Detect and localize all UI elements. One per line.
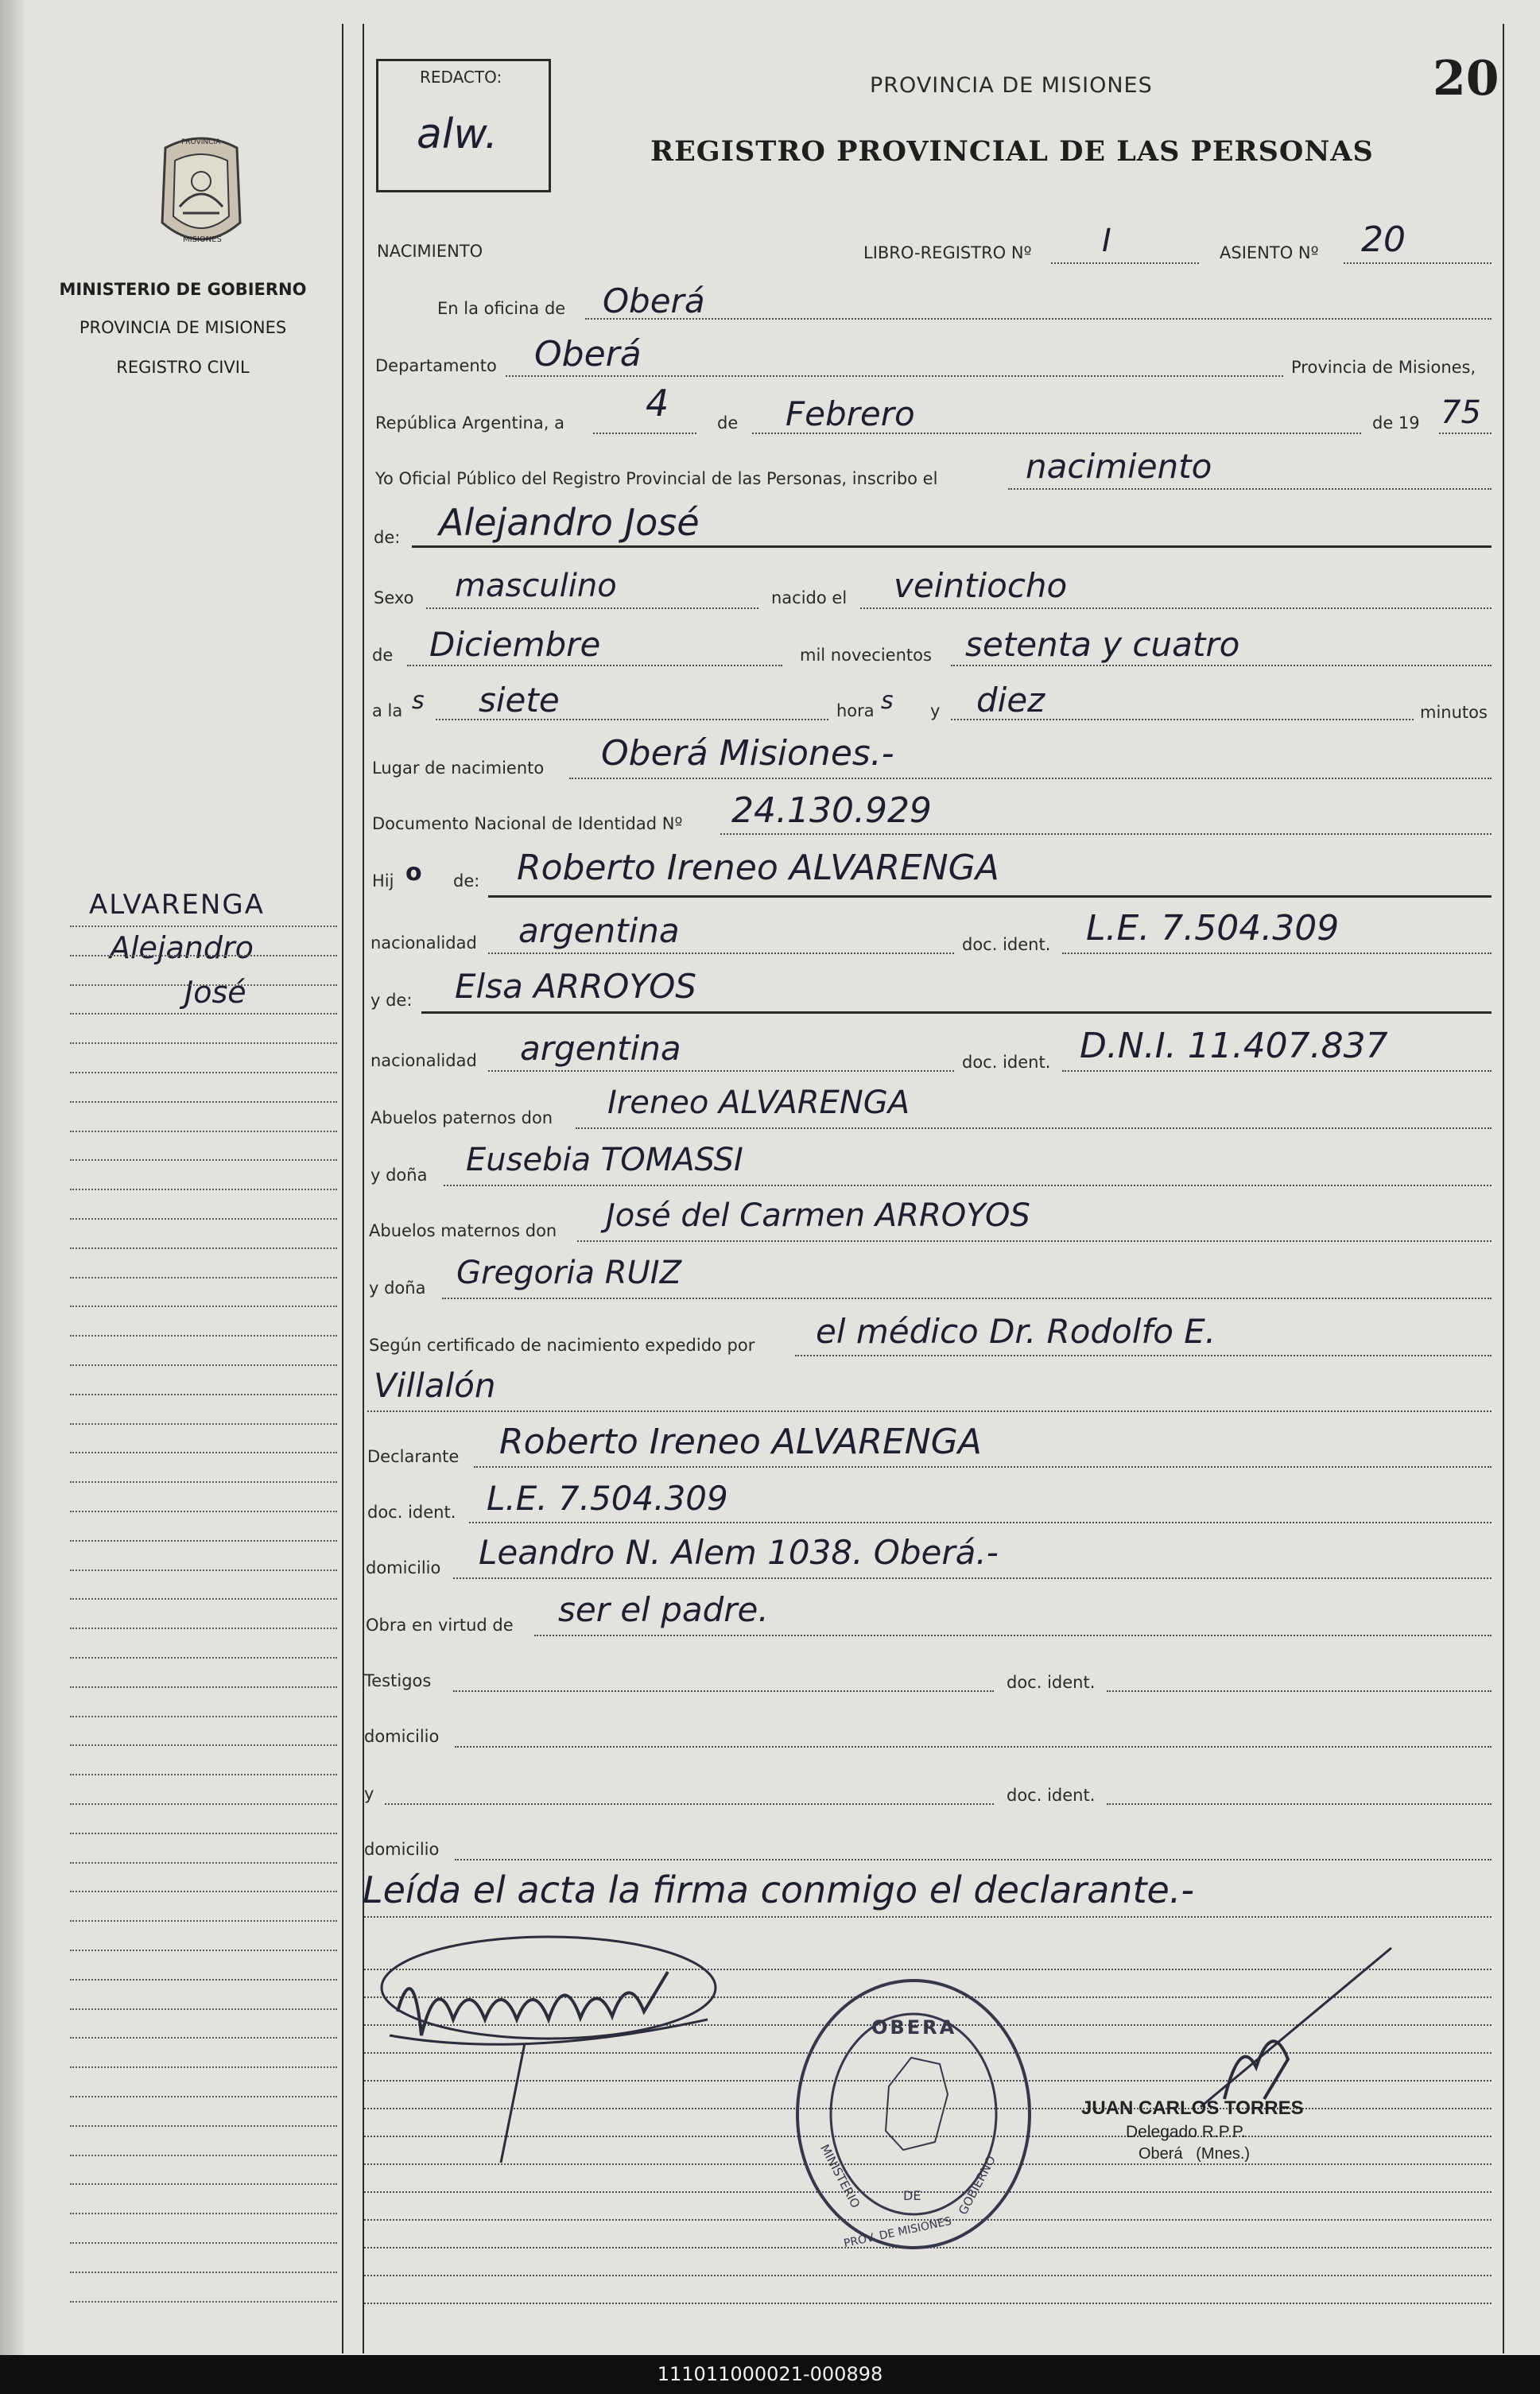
declarante-doc-line [469, 1522, 1492, 1523]
margin-ruled-line [70, 1452, 337, 1453]
hora-suffix: s [881, 687, 894, 715]
stamp-bottom-text: PROV. DE MISIONES [842, 2214, 953, 2251]
doc-padre-label: doc. ident. [962, 935, 1051, 954]
dia-line [593, 433, 696, 434]
closing-statement: Leída el acta la firma conmigo el declarante.- [363, 1868, 1195, 1911]
signature-ruled-line [364, 2303, 1492, 2304]
hijo-label-b: de: [453, 871, 480, 890]
abuela-materna-value: Gregoria RUIZ [456, 1255, 681, 1291]
margin-given-name: Alejandro [110, 930, 254, 965]
oficina-line [585, 318, 1492, 320]
abuela-materna-label: y doña [369, 1278, 426, 1298]
margin-ruled-line [70, 1189, 337, 1190]
margin-ruled-line [70, 1540, 337, 1542]
redacto-box [376, 59, 551, 192]
lugar-value: Oberá Misiones.- [601, 733, 894, 774]
margin-ruled-line [70, 2301, 337, 2303]
minutos-label: minutos [1420, 703, 1488, 722]
margin-given-name-2: José [184, 975, 246, 1010]
margin-ruled-line [70, 2242, 337, 2244]
nacimiento-label: NACIMIENTO [377, 242, 483, 261]
margin-ruled-line [70, 1335, 337, 1337]
anio-value: 75 [1441, 394, 1481, 431]
doc-madre-line [1062, 1070, 1492, 1072]
abuela-paterna-value: Eusebia TOMASSI [466, 1142, 743, 1178]
margin-ruled-line [70, 2125, 337, 2127]
madre-line [421, 1011, 1492, 1014]
margin-ruled-line [70, 1277, 337, 1278]
min-value: diez [976, 681, 1045, 720]
margin-ruled-line [70, 1394, 337, 1395]
stamp-gobierno: GOBIERNO [956, 2153, 999, 2217]
nombre-value: Alejandro José [439, 501, 700, 544]
domicilio-label: domicilio [366, 1558, 441, 1577]
declarante-doc-value: L.E. 7.504.309 [487, 1479, 728, 1518]
declarante-doc-label: doc. ident. [367, 1503, 456, 1522]
sexo-line [426, 607, 758, 609]
yo-oficial-value: nacimiento [1026, 447, 1212, 486]
margin-ruled-line [70, 1511, 337, 1512]
nombre-label: de: [374, 528, 401, 547]
doc-padre-line [1062, 953, 1492, 954]
certificado-value-2: Villalón [374, 1366, 496, 1405]
dni-value: 24.130.929 [731, 790, 932, 831]
nacionalidad-madre-label: nacionalidad [370, 1051, 477, 1070]
nacionalidad-padre-value: argentina [518, 911, 680, 950]
lugar-line [569, 778, 1492, 779]
abuelos-maternos-line [577, 1240, 1492, 1242]
nacionalidad-madre-value: argentina [520, 1029, 681, 1068]
sexo-label: Sexo [374, 588, 414, 607]
stamp-de: DE [903, 2188, 921, 2203]
anio-line [1439, 433, 1492, 434]
nacionalidad-padre-line [488, 953, 954, 954]
hora-label: hora [836, 701, 875, 720]
margin-ruled-line [70, 1920, 337, 1922]
dni-line [720, 833, 1492, 835]
declarante-line [474, 1466, 1492, 1468]
testigo2-domicilio-line [455, 1859, 1492, 1860]
sexo-value: masculino [455, 568, 617, 604]
margin-ruled-line [70, 1042, 337, 1044]
testigo2-domicilio-label: domicilio [364, 1840, 440, 1859]
official-signature [1153, 1940, 1407, 2123]
margin-ruled-line [70, 984, 337, 986]
margin-ruled-line [70, 955, 337, 956]
doc-madre-label: doc. ident. [962, 1053, 1051, 1072]
column-rule-right [1503, 24, 1504, 2353]
nacionalidad-padre-label: nacionalidad [370, 933, 477, 953]
margin-ruled-line [70, 1101, 337, 1103]
testigo2-doc-label: doc. ident. [1007, 1786, 1096, 1805]
abuelos-paternos-line [576, 1127, 1492, 1129]
nacido-value: veintiocho [894, 566, 1068, 605]
doc-padre-value: L.E. 7.504.309 [1086, 908, 1340, 949]
mes2-value: Diciembre [429, 625, 601, 664]
declarante-value: Roberto Ireneo ALVARENGA [499, 1422, 982, 1462]
obra-label: Obra en virtud de [366, 1616, 514, 1635]
archive-code-bar [0, 2355, 1540, 2394]
province-heading: PROVINCIA DE MISIONES [870, 73, 1153, 98]
margin-ruled-line [70, 1862, 337, 1864]
nacido-label: nacido el [771, 588, 848, 607]
redacto-initials: alw. [417, 111, 498, 158]
nacido-line [860, 607, 1492, 609]
mes-value: Febrero [786, 394, 915, 433]
margin-ruled-line [70, 2066, 337, 2068]
mil-label: mil novecientos [800, 646, 932, 665]
departamento-line [506, 375, 1283, 377]
testigo2-y-label: y [364, 1784, 374, 1803]
oficina-label: En la oficina de [437, 299, 566, 318]
testigos-domicilio-line [455, 1746, 1492, 1748]
dni-label: Documento Nacional de Identidad Nº [372, 814, 683, 833]
column-rule-left [342, 24, 343, 2353]
ministry-title: MINISTERIO DE GOBIERNO [59, 280, 307, 299]
mes2-label: de [372, 646, 394, 665]
abuelos-maternos-label: Abuelos maternos don [369, 1221, 557, 1240]
madre-value: Elsa ARROYOS [455, 967, 696, 1006]
seal-text-top: PROVINCIA [181, 138, 221, 146]
testigos-line [453, 1690, 994, 1692]
official-name: JUAN CARLOS TORRES [1081, 2097, 1304, 2119]
abuelos-paternos-label: Abuelos paternos don [370, 1108, 553, 1127]
official-place: Oberá (Mnes.) [1139, 2145, 1251, 2163]
seal-text-bottom: MISIONES [183, 235, 222, 244]
obra-value: ser el padre. [558, 1590, 769, 1629]
de-label: de [717, 413, 739, 433]
dia-value: 4 [646, 382, 669, 425]
redacto-label: REDACTO: [420, 68, 502, 87]
anio-label: de 19 [1372, 413, 1420, 433]
margin-ruled-line [70, 1803, 337, 1805]
ala-value: siete [479, 681, 560, 720]
provincia-label: Provincia de Misiones, [1291, 358, 1476, 377]
margin-ruled-line [70, 1072, 337, 1073]
margin-ruled-line [70, 1979, 337, 1981]
nombre-line [412, 545, 1492, 548]
testigos-label: Testigos [364, 1671, 432, 1690]
oficina-value: Oberá [603, 281, 705, 320]
margin-ruled-line [70, 2213, 337, 2214]
margin-ruled-line [70, 1218, 337, 1220]
abuela-paterna-line [444, 1185, 1492, 1186]
margin-ruled-line [70, 2096, 337, 2097]
padre-value: Roberto Ireneo ALVARENGA [517, 848, 999, 888]
domicilio-value: Leandro N. Alem 1038. Oberá.- [479, 1533, 999, 1572]
republica-label: República Argentina, a [375, 413, 564, 433]
margin-ruled-line [70, 1569, 337, 1571]
margin-surname: ALVARENGA [89, 889, 265, 921]
margin-ruled-line [70, 1598, 337, 1600]
margin-ruled-line [70, 1481, 337, 1483]
margin-ruled-line [70, 1247, 337, 1249]
civil-registry-title: REGISTRO CIVIL [116, 358, 250, 377]
doc-madre-value: D.N.I. 11.407.837 [1080, 1026, 1388, 1066]
libro-label: LIBRO-REGISTRO Nº [863, 243, 1032, 262]
margin-ruled-line [70, 1950, 337, 1951]
margin-ruled-line [70, 1013, 337, 1015]
margin-ruled-line [70, 1833, 337, 1834]
margin-ruled-line [70, 1131, 337, 1132]
hijo-suffix: o [405, 859, 422, 887]
margin-ruled-line [70, 2008, 337, 2010]
certificado-line [795, 1355, 1492, 1356]
column-rule-mid [363, 24, 364, 2353]
hijo-label-a: Hij [372, 871, 394, 890]
margin-ruled-line [70, 2155, 337, 2156]
asiento-label: ASIENTO Nº [1220, 243, 1319, 262]
page-number: 20 [1433, 51, 1499, 107]
asiento-line [1344, 262, 1492, 264]
libro-line [1051, 262, 1199, 264]
domicilio-line [453, 1577, 1492, 1579]
obra-line [534, 1635, 1492, 1636]
ala-label: a la [372, 701, 403, 720]
registry-heading: REGISTRO PROVINCIAL DE LAS PERSONAS [650, 135, 1374, 168]
margin-ruled-line [70, 1686, 337, 1688]
margin-ruled-line [70, 1306, 337, 1307]
abuela-paterna-label: y doña [370, 1166, 428, 1185]
official-stamp [792, 1975, 1035, 2253]
testigo2-line [385, 1803, 994, 1805]
yo-oficial-label: Yo Oficial Público del Registro Provincial de las Personas, inscribo el [375, 469, 938, 488]
margin-ruled-line [70, 925, 337, 927]
signature-ruled-line [364, 2275, 1492, 2276]
coat-of-arms-seal [148, 134, 254, 256]
margin-ruled-line [70, 1159, 337, 1161]
declarant-signature [366, 1924, 747, 2179]
ala-suffix: s [412, 687, 425, 715]
abuelos-paternos-value: Ireneo ALVARENGA [607, 1084, 910, 1121]
yo-oficial-line [1008, 488, 1492, 490]
asiento-value: 20 [1361, 219, 1406, 260]
testigos-doc-label: doc. ident. [1007, 1673, 1096, 1692]
testigo2-doc-line [1107, 1803, 1492, 1805]
stamp-ministerio: MINISTERIO [817, 2142, 863, 2210]
lugar-label: Lugar de nacimiento [372, 759, 545, 778]
closing-line [364, 1916, 1492, 1918]
margin-ruled-line [70, 1423, 337, 1425]
mes2-line [407, 665, 782, 666]
margin-ruled-line [70, 1744, 337, 1746]
y-label: y [930, 701, 941, 720]
margin-ruled-line [70, 1364, 337, 1366]
stamp-center-text: OBERA [871, 2016, 957, 2039]
margin-ruled-line [70, 1774, 337, 1775]
testigos-domicilio-label: domicilio [364, 1727, 440, 1746]
nacionalidad-madre-line [488, 1070, 954, 1072]
libro-value: I [1102, 223, 1111, 259]
departamento-label: Departamento [375, 356, 497, 375]
margin-ruled-line [70, 1657, 337, 1659]
madre-label: y de: [370, 991, 413, 1010]
margin-ruled-line [70, 1716, 337, 1717]
padre-line [488, 895, 1492, 898]
archive-code: 111011000021-000898 [657, 2363, 883, 2385]
mil-value: setenta y cuatro [965, 625, 1240, 664]
margin-ruled-line [70, 2037, 337, 2039]
abuela-materna-line [442, 1298, 1492, 1299]
margin-ruled-line [70, 2183, 337, 2185]
official-title: Delegado R.P.P. [1126, 2123, 1247, 2141]
province-title: PROVINCIA DE MISIONES [79, 318, 287, 337]
testigos-doc-line [1107, 1690, 1492, 1692]
margin-ruled-line [70, 1628, 337, 1629]
departamento-value: Oberá [534, 334, 642, 374]
binding-spine [0, 0, 24, 2355]
certificado-label: Según certificado de nacimiento expedido por [369, 1336, 755, 1355]
certificado-line-2 [367, 1410, 1492, 1412]
margin-ruled-line [70, 1891, 337, 1892]
margin-ruled-line [70, 2272, 337, 2273]
mil-line [951, 665, 1492, 666]
abuelos-maternos-value: José del Carmen ARROYOS [606, 1197, 1030, 1234]
declarante-label: Declarante [367, 1447, 460, 1466]
certificado-value: el médico Dr. Rodolfo E. [816, 1312, 1216, 1351]
